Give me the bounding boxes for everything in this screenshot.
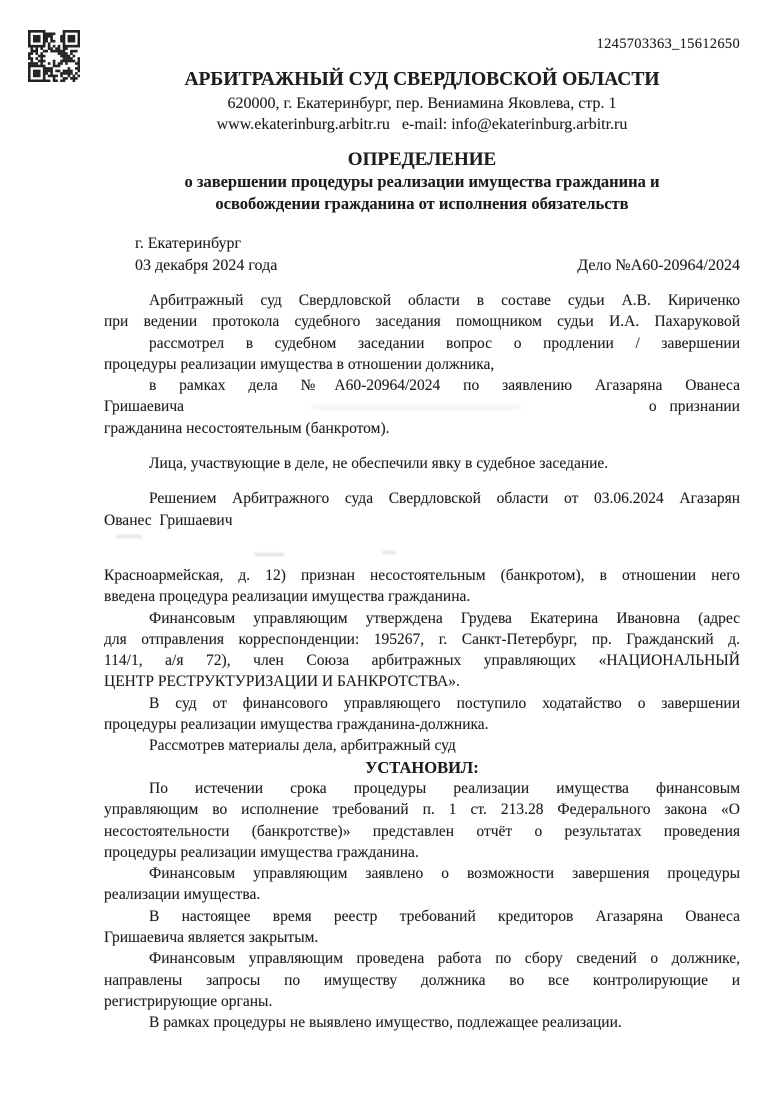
- doc-line: Арбитражный суд Свердловской области в составе судьи А.В. Кириченко: [149, 292, 740, 309]
- document-subtitle-line1: о завершении процедуры реализации имущества гражданина и: [184, 172, 660, 191]
- doc-line: Рассмотрев материалы дела, арбитражный суд: [149, 737, 456, 755]
- redacted-region: [104, 531, 740, 565]
- split-right-text: о признании: [648, 398, 740, 416]
- doc-line: процедуры реализации имущества в отношении должника,: [104, 355, 495, 373]
- ustanovil-heading: УСТАНОВИЛ:: [365, 757, 479, 777]
- doc-line: Финансовым управляющим утверждена Грудева Екатерина Ивановна (адрес: [149, 609, 740, 627]
- date-case-row: [104, 255, 740, 277]
- doc-line: По истечении срока процедуры реализации имущества финансовым: [149, 779, 740, 797]
- doc-line: В настоящее время реестр требований кредиторов Агазаряна Ованеса: [149, 907, 740, 925]
- document-subtitle-line2: освобождении гражданина от исполнения обязательств: [215, 194, 629, 213]
- court-address: 620000, г. Екатеринбург, пер. Вениамина Яковлева, стр. 1: [227, 95, 617, 112]
- paragraph-gap: [104, 474, 740, 488]
- document-title: ОПРЕДЕЛЕНИЕ: [347, 149, 497, 170]
- doc-line: регистрирующие органы.: [104, 992, 273, 1010]
- doc-line: Красноармейская, д. 12) признан несостоятельным (банкротом), в отношении него: [104, 566, 740, 584]
- doc-line: направлены запросы по имуществу должника во все контролирующие и: [104, 971, 740, 989]
- doc-line: Финансовым управляющим проведена работа по сбору сведений о должнике,: [149, 950, 740, 968]
- qr-code-image: [28, 30, 80, 82]
- doc-line: при ведении протокола судебного заседания помощником судьи И.А. Пахаруковой: [104, 313, 740, 331]
- document-title-block: [104, 149, 740, 215]
- paragraph-gap: [104, 439, 740, 453]
- doc-line: реализации имущества.: [104, 886, 261, 904]
- doc-line: процедуры реализации имущества гражданина.: [104, 843, 419, 861]
- doc-line: для отправления корреспонденции: 195267, г. Санкт-Петербург, пр. Гражданский д.: [104, 630, 740, 648]
- court-header: [104, 68, 740, 135]
- qr-code: [28, 30, 80, 82]
- case-meta: [104, 233, 740, 277]
- doc-line: Решением Арбитражного суда Свердловской области от 03.06.2024 Агазарян: [149, 490, 740, 508]
- document-id: 1245703363_15612650: [596, 36, 740, 52]
- document-content: [104, 0, 740, 1034]
- date-label: 03 декабря 2024 года: [135, 257, 278, 274]
- redaction-artifact: [116, 535, 142, 538]
- doc-line: в рамках дела №А60-20964/2024 по заявлению Агазаряна Ованеса: [149, 377, 740, 395]
- court-name: АРБИТРАЖНЫЙ СУД СВЕРДЛОВСКОЙ ОБЛАСТИ: [184, 69, 660, 90]
- doc-line: Гришаевича является закрытым.: [104, 929, 319, 947]
- doc-line: В рамках процедуры не выявлено имущество, подлежащее реализации.: [149, 1014, 622, 1032]
- redaction-artifact: [311, 405, 521, 410]
- doc-line: рассмотрел в судебном заседании вопрос о продлении / завершении: [149, 334, 740, 352]
- doc-line: 114/1, а/я 72), член Союза арбитражных управляющих «НАЦИОНАЛЬНЫЙ: [104, 652, 740, 670]
- redacted-split-line: [104, 396, 740, 417]
- doc-line: Финансовым управляющим заявлено о возможности завершения процедуры: [149, 865, 740, 883]
- doc-line: гражданина несостоятельным (банкротом).: [104, 419, 390, 437]
- place-label: г. Екатеринбург: [135, 235, 242, 252]
- doc-line: процедуры реализации имущества гражданина-должника.: [104, 716, 489, 734]
- redaction-artifact: [254, 553, 284, 556]
- doc-line: несостоятельности (банкротстве)» представлен отчёт о результатах проведения: [104, 822, 740, 840]
- doc-line: Ованес Гришаевич: [104, 511, 233, 529]
- doc-line: введена процедура реализации имущества гражданина.: [104, 588, 471, 606]
- split-left-text: Гришаевича: [104, 398, 185, 416]
- doc-line: Лица, участвующие в деле, не обеспечили явку в судебное заседание.: [149, 455, 609, 473]
- body-lines: [104, 290, 740, 1034]
- doc-line: ЦЕНТР РЕСТРУКТУРИЗАЦИИ И БАНКРОТСТВА».: [104, 673, 460, 691]
- redaction-artifact: [382, 551, 396, 554]
- doc-line: В суд от финансового управляющего поступило ходатайство о завершении: [149, 694, 740, 712]
- doc-line: управляющим во исполнение требований п. 1 ст. 213.28 Федерального закона «О: [104, 801, 740, 819]
- court-contacts: www.ekaterinburg.arbitr.ru e-mail: info@ekaterinburg.arbitr.ru: [216, 116, 628, 133]
- case-number: Дело №А60-20964/2024: [577, 257, 740, 274]
